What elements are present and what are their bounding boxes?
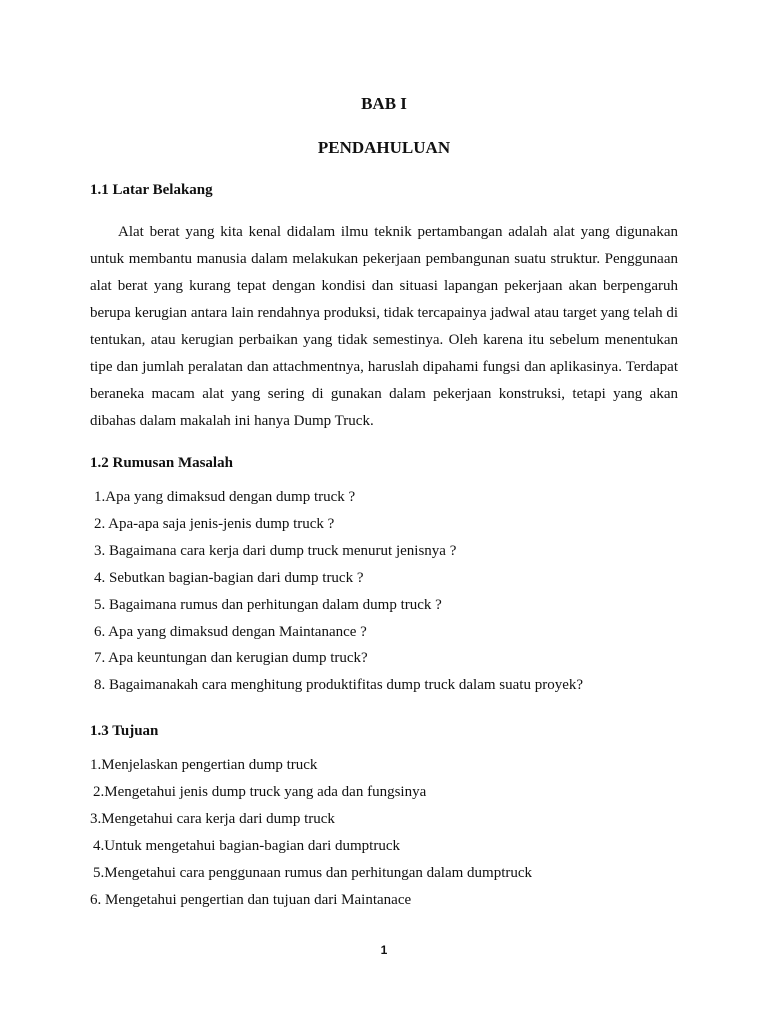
list-item: 3. Bagaimana cara kerja dari dump truck menurut jenisnya ? <box>94 543 457 559</box>
section-heading-rumusan-masalah: 1.2 Rumusan Masalah <box>90 455 233 471</box>
page-number: 1 <box>380 943 388 957</box>
list-item: 4.Untuk mengetahui bagian-bagian dari dumptruck <box>93 838 400 854</box>
chapter-label: BAB I <box>361 94 407 113</box>
list-item: 2. Apa-apa saja jenis-jenis dump truck ? <box>94 516 335 532</box>
chapter-title: PENDAHULUAN <box>317 138 451 157</box>
list-item: 3.Mengetahui cara kerja dari dump truck <box>90 811 335 827</box>
list-item: 2.Mengetahui jenis dump truck yang ada dan fungsinya <box>93 784 427 800</box>
section-heading-tujuan: 1.3 Tujuan <box>90 723 159 739</box>
list-item: 1.Apa yang dimaksud dengan dump truck ? <box>94 489 356 505</box>
list-item: 6. Apa yang dimaksud dengan Maintanance ? <box>94 624 367 640</box>
list-item: 1.Menjelaskan pengertian dump truck <box>90 757 318 773</box>
list-item: 5.Mengetahui cara penggunaan rumus dan perhitungan dalam dumptruck <box>93 865 533 881</box>
list-item: 5. Bagaimana rumus dan perhitungan dalam dump truck ? <box>94 597 442 613</box>
list-item: 4. Sebutkan bagian-bagian dari dump truck ? <box>94 570 364 586</box>
latar-belakang-paragraph: Alat berat yang kita kenal didalam ilmu teknik pertambangan adalah alat yang digunakan untuk membantu manusia dalam melakukan pekerjaan pembangunan suatu struktur. Penggunaan alat berat yang kurang tepat dengan kondisi dan situasi lapangan pekerjaan akan berpengaruh berupa kerugian antara lain rendahnya produksi, tidak tercapainya jadwal atau target yang telah di tentukan, atau kerugian perbaikan yang tidak semestinya. Oleh karena itu sebelum menentukan tipe dan jumlah peralatan dan attachmentnya, haruslah dipahami fungsi dan aplikasinya. Terdapat beraneka macam alat yang sering di gunakan dalam pekerjaan konstruksi, tetapi yang akan dibahas dalam makalah ini hanya Dump Truck. <box>90 224 678 429</box>
section-heading-latar-belakang: 1.1 Latar Belakang <box>90 182 213 198</box>
list-item: 7. Apa keuntungan dan kerugian dump truck? <box>94 650 368 666</box>
list-item: 6. Mengetahui pengertian dan tujuan dari Maintanace <box>90 892 412 908</box>
list-item: 8. Bagaimanakah cara menghitung produktifitas dump truck dalam suatu proyek? <box>94 677 584 693</box>
